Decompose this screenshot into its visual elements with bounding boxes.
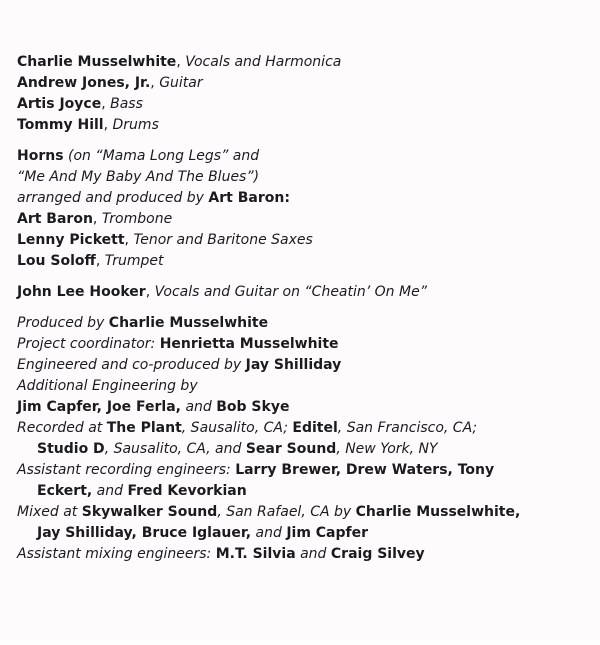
credit-line-guitar	[17, 73, 587, 94]
credit-line-bass	[17, 94, 587, 115]
credit-separator: ,	[95, 253, 105, 269]
credit-separator: ,	[150, 75, 160, 91]
credit-role: Assistant mixing engineers:	[17, 546, 216, 562]
credit-name: Fred Kevorkian	[127, 483, 247, 499]
credit-name: Lou Soloff	[17, 253, 96, 269]
credit-role: (on “Mama Long Legs” and	[63, 148, 260, 164]
credit-line-mixed-at	[17, 502, 587, 523]
credit-role: Engineered and co-produced by	[17, 357, 246, 373]
credit-role: , Sausalito, CA;	[181, 420, 293, 436]
credit-name: Horns	[17, 148, 64, 164]
page-bottom-edge	[0, 641, 600, 645]
credit-separator: ,	[92, 211, 102, 227]
credit-name: Charlie Musselwhite,	[355, 504, 521, 520]
credit-role: Vocals and Harmonica	[185, 54, 342, 70]
credit-name: Charlie Musselwhite	[17, 54, 177, 70]
credit-separator: ,	[124, 232, 134, 248]
credit-role: and	[92, 483, 128, 499]
credit-name: Skywalker Sound	[81, 504, 218, 520]
credit-name: Andrew Jones, Jr.	[17, 75, 151, 91]
credit-name: Art Baron	[17, 211, 93, 227]
credits-block	[17, 52, 587, 565]
credit-role: Produced by	[17, 315, 109, 331]
credit-line-trumpet	[17, 251, 587, 272]
credit-line-vocals-harmonica	[17, 52, 587, 73]
credit-name: The Plant	[106, 420, 182, 436]
credit-role: and	[295, 546, 331, 562]
credit-role: Trombone	[101, 211, 173, 227]
credit-line-trombone	[17, 209, 587, 230]
credit-line-coordinator	[17, 334, 587, 355]
credit-role: Assistant recording engineers:	[17, 462, 236, 478]
credit-role: Tenor and Baritone Saxes	[133, 232, 313, 248]
credit-role: Guitar	[159, 75, 203, 91]
credit-role: , New York, NY	[336, 441, 438, 457]
credit-line-assistant-recording	[17, 460, 587, 481]
credit-role: Recorded at	[17, 420, 107, 436]
credit-name: Jay Shilliday, Bruce Iglauer,	[37, 525, 252, 541]
credit-line-assistant-mixing	[17, 544, 587, 565]
credit-role: , Sausalito, CA, and	[104, 441, 246, 457]
credit-line-recorded-at-cont	[17, 439, 587, 460]
credit-role: “Me And My Baby And The Blues”)	[17, 169, 260, 185]
credit-line-drums	[17, 115, 587, 136]
credit-role: , San Rafael, CA by	[217, 504, 356, 520]
credit-name: M.T. Silvia	[215, 546, 296, 562]
credit-name: John Lee Hooker	[17, 284, 146, 300]
credit-line-mixed-at-cont	[17, 523, 587, 544]
credit-separator: ,	[103, 117, 113, 133]
credit-role: and	[181, 399, 217, 415]
credit-name: Tommy Hill	[17, 117, 104, 133]
credit-name: Jim Capfer	[286, 525, 369, 541]
credit-name: Sear Sound	[245, 441, 337, 457]
credit-role: Additional Engineering by	[17, 378, 198, 394]
credit-name: Artis Joyce	[17, 96, 102, 112]
credit-line-additional-engineering	[17, 376, 587, 397]
credit-role: and	[251, 525, 287, 541]
credit-name: Jim Capfer, Joe Ferla,	[17, 399, 181, 415]
credit-separator: ,	[145, 284, 155, 300]
credit-role: Trumpet	[104, 253, 164, 269]
credit-role: Mixed at	[17, 504, 82, 520]
credit-name: Jay Shilliday	[245, 357, 342, 373]
credit-name: Craig Silvey	[330, 546, 425, 562]
credit-name: Charlie Musselwhite	[108, 315, 269, 331]
credit-name: Editel	[292, 420, 338, 436]
credit-separator: ,	[176, 54, 186, 70]
credit-name: Art Baron:	[208, 190, 290, 206]
credit-role: Vocals and Guitar on “Cheatin’ On Me”	[154, 284, 427, 300]
credit-line-horns-arranger	[17, 188, 587, 209]
credit-line-additional-engineers	[17, 397, 587, 418]
credit-role: Drums	[112, 117, 159, 133]
credit-name: Larry Brewer, Drew Waters, Tony	[235, 462, 495, 478]
credit-line-producer	[17, 313, 587, 334]
credit-line-saxes	[17, 230, 587, 251]
credit-line-horns	[17, 146, 587, 167]
credit-line-guest	[17, 282, 587, 303]
credit-name: Studio D	[37, 441, 105, 457]
credit-name: Eckert,	[37, 483, 93, 499]
credit-separator: ,	[101, 96, 111, 112]
credit-name: Lenny Pickett	[17, 232, 125, 248]
credit-role: Bass	[110, 96, 143, 112]
credit-name: Bob Skye	[216, 399, 290, 415]
credit-role: , San Francisco, CA;	[337, 420, 478, 436]
credit-line-assistant-recording-cont	[17, 481, 587, 502]
credit-role: Project coordinator:	[17, 336, 160, 352]
credit-name: Henrietta Musselwhite	[159, 336, 339, 352]
credit-line-engineer	[17, 355, 587, 376]
credit-line-horns-songs	[17, 167, 587, 188]
credit-role: arranged and produced by	[17, 190, 209, 206]
credit-line-recorded-at	[17, 418, 587, 439]
